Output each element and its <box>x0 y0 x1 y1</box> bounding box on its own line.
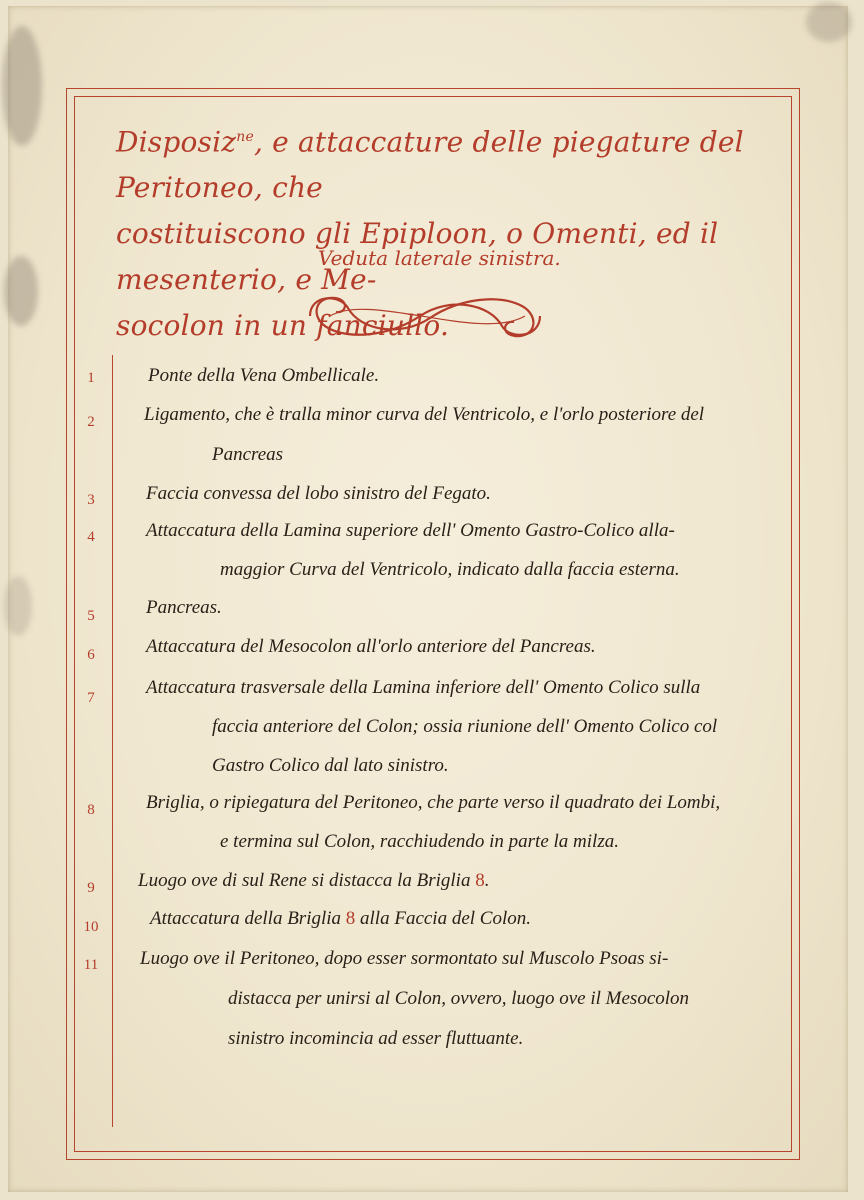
item-text: Attaccatura della Lamina superiore dell' Omento Gastro-Colico alla- <box>146 520 675 541</box>
title-line-1a: Disposiz <box>116 125 237 159</box>
item-text-continuation: maggior Curva del Ventricolo, indicato dalla faccia esterna. <box>220 559 680 580</box>
margin-rule <box>112 355 113 1127</box>
title-line-1b: , e attaccature delle piegature del Peritoneo, che <box>116 125 744 205</box>
item-text: Briglia, o ripiegatura del Peritoneo, che parte verso il quadrato dei Lombi, <box>146 792 721 813</box>
subtitle: Veduta laterale sinistra. <box>318 246 561 270</box>
item-number: 9 <box>87 880 95 896</box>
item-text-tail: . <box>484 870 490 891</box>
item-text-continuation: Pancreas <box>212 444 284 465</box>
item-text: Luogo ove il Peritoneo, dopo esser sormontato sul Muscolo Psoas si- <box>140 948 669 969</box>
item-number: 4 <box>87 529 95 545</box>
item-number: 1 <box>87 370 95 386</box>
item-reference: 8 <box>345 908 356 929</box>
item-number: 8 <box>87 802 95 818</box>
item-text-tail: alla Faccia del Colon. <box>355 908 532 929</box>
item-text-main: Attaccatura della Briglia <box>150 908 342 929</box>
item-text-main: Luogo ove di sul Rene si distacca la Briglia <box>138 870 471 891</box>
item-number: 5 <box>87 608 95 624</box>
item-text-continuation: Gastro Colico dal lato sinistro. <box>212 755 449 776</box>
title-line-2: costituiscono gli Epiploon, o Omenti, ed il mesenterio, e Me- <box>116 217 719 297</box>
title-superscript: ne <box>236 129 254 145</box>
item-text-continuation: distacca per unirsi al Colon, ovvero, luogo ove il Mesocolon <box>228 988 690 1009</box>
item-text <box>138 870 489 892</box>
item-number: 3 <box>87 492 95 508</box>
item-text-continuation: faccia anteriore del Colon; ossia riunione dell' Omento Colico col <box>212 716 718 737</box>
item-text <box>150 908 531 930</box>
item-reference: 8 <box>475 870 485 891</box>
item-number: 10 <box>83 919 99 935</box>
item-number: 11 <box>83 957 99 973</box>
item-number: 6 <box>87 647 95 663</box>
item-number: 2 <box>87 414 95 430</box>
item-number: 7 <box>87 690 95 706</box>
edge-stain <box>4 576 32 636</box>
item-text-continuation: e termina sul Colon, racchiudendo in parte la milza. <box>220 831 619 852</box>
item-text: Faccia convessa del lobo sinistro del Fegato. <box>146 483 491 504</box>
edge-stain <box>4 256 38 326</box>
item-text: Attaccatura del Mesocolon all'orlo anteriore del Pancreas. <box>146 636 596 657</box>
edge-stain <box>2 26 42 146</box>
corner-stain <box>806 2 852 42</box>
item-text: Ponte della Vena Ombellicale. <box>148 365 380 386</box>
item-text: Pancreas. <box>146 597 222 618</box>
item-text: Attaccatura trasversale della Lamina inferiore dell' Omento Colico sulla <box>146 677 701 698</box>
item-text-continuation: sinistro incomincia ad esser fluttuante. <box>228 1028 524 1049</box>
item-text: Ligamento, che è tralla minor curva del Ventricolo, e l'orlo posteriore del <box>144 404 705 425</box>
title-line-3: socolon in un fanciullo. <box>116 309 450 343</box>
calligraphic-flourish <box>300 286 550 348</box>
